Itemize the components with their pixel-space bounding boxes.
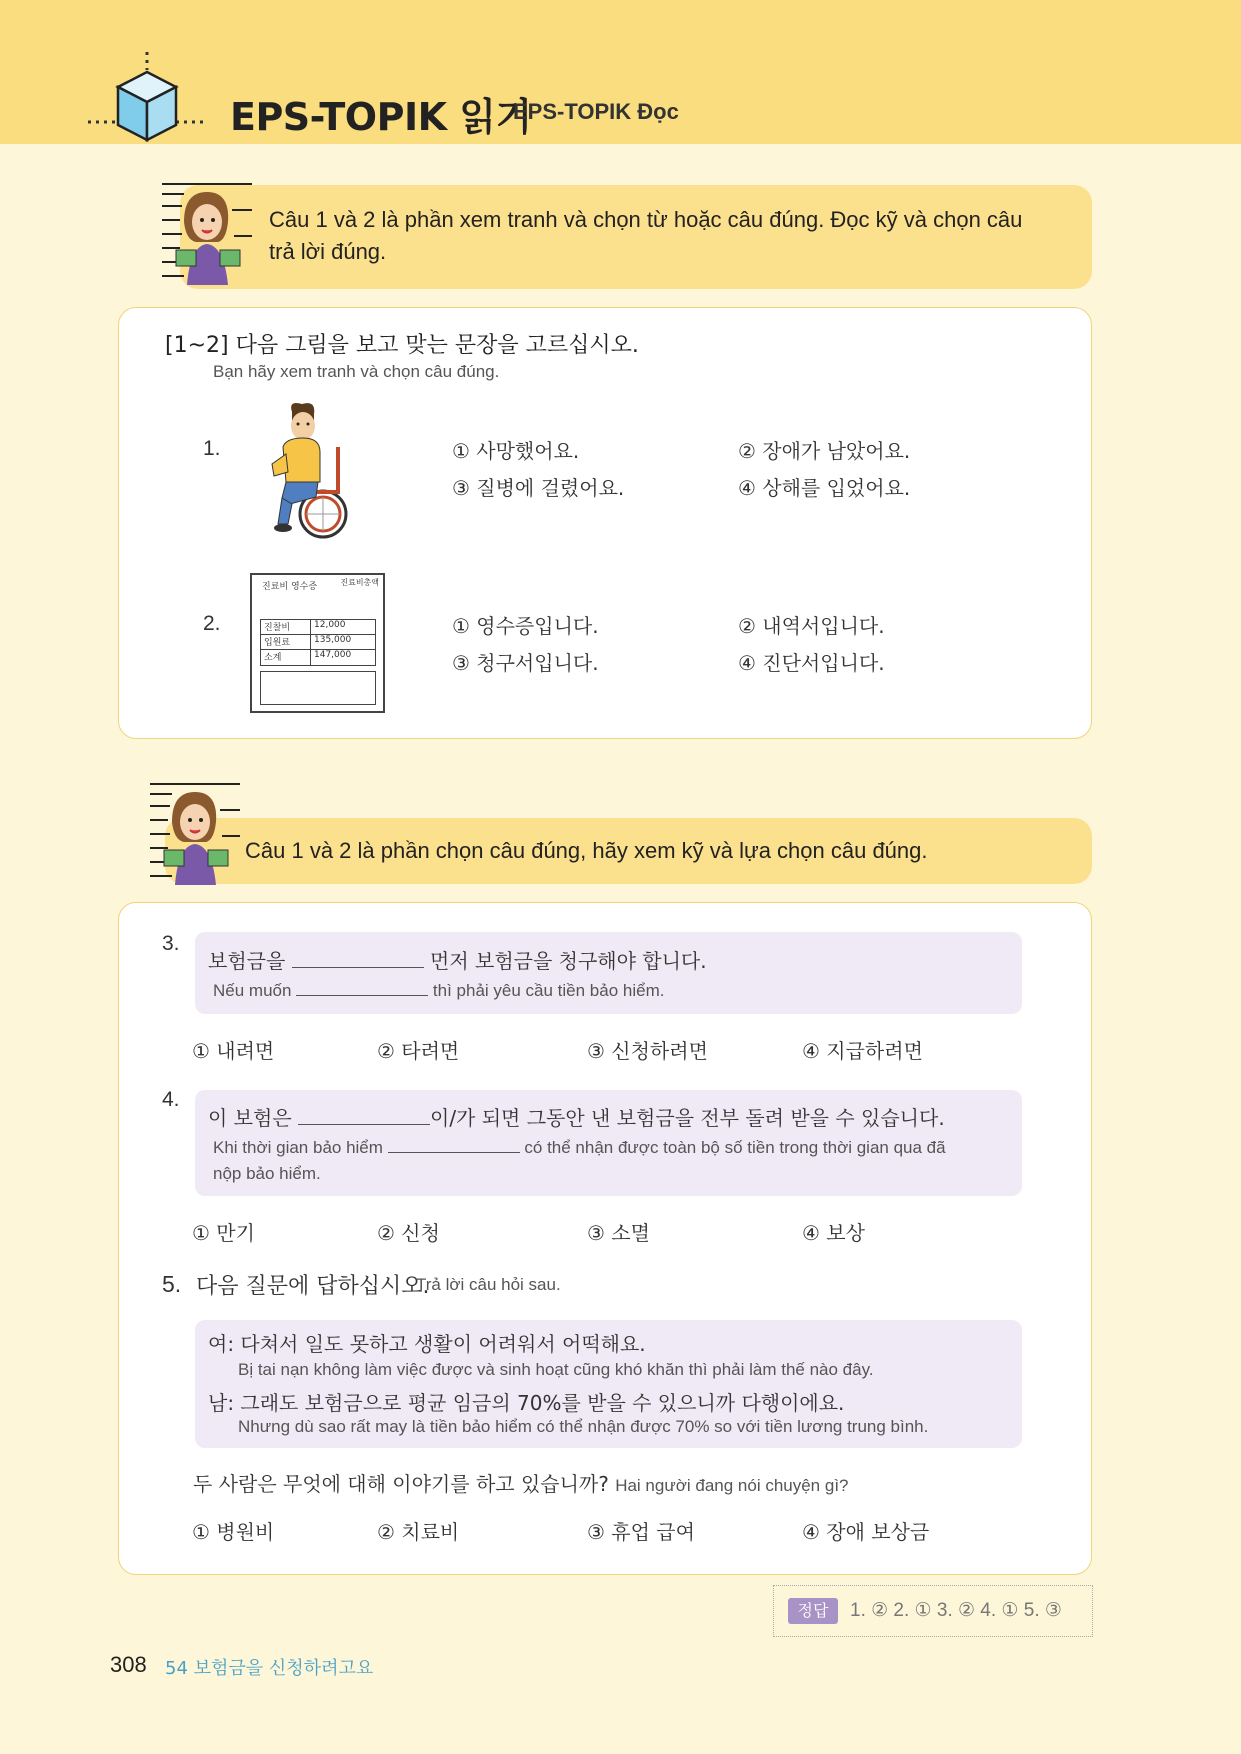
q3-option-1[interactable]: ① 내려면 xyxy=(192,1039,275,1063)
q3-blank xyxy=(292,954,424,968)
q1-option-3[interactable]: ③ 질병에 걸렸어요. xyxy=(452,476,625,500)
q3-option-2[interactable]: ② 타려면 xyxy=(377,1039,460,1063)
receipt-title: 진료비 영수증 xyxy=(262,582,318,592)
receipt-row xyxy=(261,650,375,665)
q1-option-2[interactable]: ② 장애가 남았어요. xyxy=(738,439,911,463)
instruction-text-1 xyxy=(269,204,1022,268)
question-3-number: 3. xyxy=(162,932,180,955)
q1-option-4[interactable]: ④ 상해를 입었어요. xyxy=(738,476,911,500)
question-5-number: 5. xyxy=(162,1271,182,1297)
teacher-avatar-icon xyxy=(150,780,240,885)
q3-kr-part-b: 먼저 보험금을 청구해야 합니다. xyxy=(430,949,707,973)
q5-option-1[interactable]: ① 병원비 xyxy=(192,1520,275,1544)
q3-vn-blank xyxy=(296,982,428,996)
wheelchair-man-illustration xyxy=(258,402,348,542)
q4-sentence-vn-cont: nộp bảo hiểm. xyxy=(213,1164,321,1183)
q4-option-4[interactable]: ④ 보상 xyxy=(802,1221,865,1245)
q4-vn-blank xyxy=(388,1139,520,1153)
q4-option-3[interactable]: ③ 소멸 xyxy=(587,1221,650,1245)
question-2-number: 2. xyxy=(203,612,221,635)
q4-vn-part-b: có thể nhận được toàn bộ số tiền trong thời gian qua đã xyxy=(524,1138,946,1157)
q4-sentence-kr xyxy=(208,1102,945,1131)
q3-vn-part-b: thì phải yêu cầu tiền bảo hiểm. xyxy=(432,981,665,1000)
q5-dialogue-line-1: 여: 다쳐서 일도 못하고 생활이 어려워서 어떡해요. xyxy=(208,1332,646,1356)
q2-option-1[interactable]: ① 영수증입니다. xyxy=(452,614,599,638)
receipt-cell: 12,000 xyxy=(314,620,346,630)
q4-sentence-vn xyxy=(213,1138,946,1158)
receipt-cell: 135,000 xyxy=(314,635,352,645)
section1-heading: [1~2] 다음 그림을 보고 맞는 문장을 고르십시오. xyxy=(165,333,639,358)
chapter-title: 54 보험금을 신청하려고요 xyxy=(165,1658,374,1679)
question-4-number: 4. xyxy=(162,1088,180,1111)
q4-vn-part-a: Khi thời gian bảo hiểm xyxy=(213,1138,383,1157)
q4-option-2[interactable]: ② 신청 xyxy=(377,1221,440,1245)
receipt-cell: 소계 xyxy=(261,650,311,665)
q1-option-1[interactable]: ① 사망했어요. xyxy=(452,439,580,463)
q5-option-2[interactable]: ② 치료비 xyxy=(377,1520,460,1544)
question-1-number: 1. xyxy=(203,437,221,460)
q5-question xyxy=(193,1468,849,1497)
q4-kr-part-a: 이 보험은 xyxy=(208,1106,292,1130)
q2-option-2[interactable]: ② 내역서입니다. xyxy=(738,614,885,638)
receipt-cell: 진찰비 xyxy=(261,620,311,634)
instruction-text-2: Câu 1 và 2 là phần chọn câu đúng, hãy xem kỹ và lựa chọn câu đúng. xyxy=(245,838,928,863)
q3-sentence-vn xyxy=(213,981,664,1001)
q3-vn-part-a: Nếu muốn xyxy=(213,981,292,1000)
q3-kr-part-a: 보험금을 xyxy=(208,949,286,973)
teacher-avatar-icon xyxy=(162,180,252,285)
page-title: EPS-TOPIK 읽기 xyxy=(230,95,532,139)
q4-blank xyxy=(298,1111,430,1125)
q5-heading-vn: Trả lời câu hỏi sau. xyxy=(416,1275,561,1294)
q5-option-4[interactable]: ④ 장애 보상금 xyxy=(802,1520,930,1544)
receipt-row xyxy=(261,620,375,635)
page-number: 308 xyxy=(110,1652,147,1677)
q5-question-kr: 두 사람은 무엇에 대해 이야기를 하고 있습니까? xyxy=(193,1472,609,1496)
receipt-illustration xyxy=(250,573,385,713)
q5-dialogue-line-2-vn: Nhưng dù sao rất may là tiền bảo hiểm có thể nhận được 70% so với tiền lương trung bình. xyxy=(238,1417,929,1436)
answer-key-box xyxy=(773,1585,1093,1637)
answer-key-label: 정답 xyxy=(788,1598,838,1624)
receipt-table xyxy=(260,619,376,666)
q5-dialogue-line-2: 남: 그래도 보험금으로 평균 임금의 70%를 받을 수 있으니까 다행이에요. xyxy=(208,1391,845,1415)
q5-dialogue-line-1-vn: Bị tai nạn không làm việc được và sinh hoạt cũng khó khăn thì phải làm thế nào đây. xyxy=(238,1360,874,1379)
page-subtitle: EPS-TOPIK Đọc xyxy=(513,99,679,124)
cube-icon xyxy=(88,52,208,152)
q5-option-3[interactable]: ③ 휴업 급여 xyxy=(587,1520,695,1544)
q4-kr-part-b: 이/가 되면 그동안 낸 보험금을 전부 돌려 받을 수 있습니다. xyxy=(430,1106,945,1130)
answer-key-text: 1. ② 2. ① 3. ② 4. ① 5. ③ xyxy=(850,1600,1062,1621)
receipt-cell: 입원료 xyxy=(261,635,311,649)
q4-option-1[interactable]: ① 만기 xyxy=(192,1221,255,1245)
receipt-row xyxy=(261,635,375,650)
q3-sentence-kr xyxy=(208,945,707,974)
instruction-line-2: trả lời đúng. xyxy=(269,239,387,264)
q5-question-vn: Hai người đang nói chuyện gì? xyxy=(615,1476,849,1495)
q3-option-4[interactable]: ④ 지급하려면 xyxy=(802,1039,923,1063)
receipt-tag: 진료비총액 xyxy=(340,578,379,587)
instruction-line-1: Câu 1 và 2 là phần xem tranh và chọn từ hoặc câu đúng. Đọc kỹ và chọn câu xyxy=(269,207,1023,232)
section1-heading-vn: Bạn hãy xem tranh và chọn câu đúng. xyxy=(213,362,500,381)
q5-heading: 다음 질문에 답하십시오. xyxy=(196,1274,430,1299)
q2-option-4[interactable]: ④ 진단서입니다. xyxy=(738,651,885,675)
receipt-cell: 147,000 xyxy=(314,650,352,660)
q2-option-3[interactable]: ③ 청구서입니다. xyxy=(452,651,599,675)
q3-option-3[interactable]: ③ 신청하려면 xyxy=(587,1039,708,1063)
receipt-lower-box xyxy=(260,671,376,705)
